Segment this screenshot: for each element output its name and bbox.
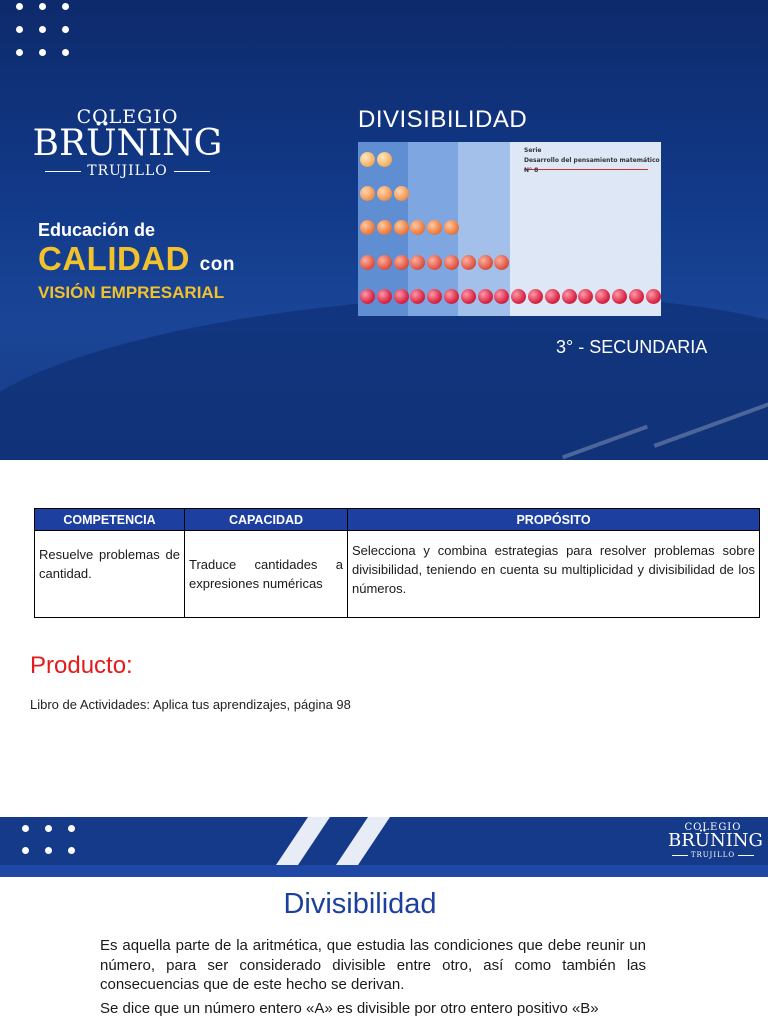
- cell-proposito: Selecciona y combina estrategias para resolver problemas sobre divisibilidad, teniendo en cuenta su multiplicidad y divisibilidad de los números.: [348, 531, 760, 618]
- grade-label: 3° - SECUNDARIA: [556, 337, 708, 357]
- body-paragraph-2: Se dice que un número entero «A» es divisible por otro entero positivo «B»: [100, 999, 599, 1017]
- bead: [528, 289, 543, 304]
- divisibilidad-body: [100, 936, 646, 1022]
- bead: [360, 289, 375, 304]
- chevron-arrows-icon: [268, 817, 408, 865]
- cell-capacidad: Traduce cantidades a expresiones numéricas: [185, 531, 348, 618]
- bead: [394, 289, 409, 304]
- product-heading: Producto:: [30, 652, 133, 679]
- divisibilidad-title: Divisibilidad: [283, 888, 437, 920]
- school-logo: [30, 106, 225, 179]
- bead: [646, 289, 661, 304]
- bead: [394, 220, 409, 235]
- bead: [394, 255, 409, 270]
- slogan-line-3: VISIÓN EMPRESARIAL: [38, 283, 225, 302]
- slogan-line-2: [38, 241, 235, 283]
- bead: [478, 255, 493, 270]
- header-proposito: PROPÓSITO: [348, 509, 760, 531]
- bead: [545, 289, 560, 304]
- body-paragraph-1: Es aquella parte de la aritmética, que estudia las condiciones que debe reunir un número, para ser considerado divisible entre otro, así como también las consecuencias que de este hecho se derivan.: [100, 937, 646, 993]
- slogan-con: con: [199, 254, 235, 275]
- logo-line-colegio: COLEGIO: [76, 106, 179, 128]
- decor-dots: [22, 825, 76, 854]
- bead-illustration: [358, 142, 661, 316]
- book-red-line: [524, 169, 648, 170]
- slide2-logo-trujillo: TRUJILLO: [690, 851, 736, 859]
- bead: [629, 289, 644, 304]
- slide2-logo-bruning: BRÜNING: [668, 830, 763, 851]
- bead: [377, 220, 392, 235]
- bead: [612, 289, 627, 304]
- slogan: [38, 220, 235, 303]
- cover-slide: [0, 0, 768, 460]
- cover-title: DIVISIBILIDAD: [358, 106, 528, 133]
- header-competencia: COMPETENCIA: [35, 509, 185, 531]
- bead: [377, 255, 392, 270]
- competency-table: [34, 508, 760, 618]
- decor-dots: [16, 3, 70, 56]
- book-number-label: N° 8: [524, 167, 539, 174]
- book-collection-label: Desarrollo del pensamiento matemático: [524, 157, 660, 164]
- cell-competencia: Resuelve problemas de cantidad.: [35, 531, 185, 618]
- bead: [360, 152, 375, 167]
- slogan-calidad: CALIDAD: [38, 240, 190, 277]
- bead: [377, 152, 392, 167]
- bead: [360, 186, 375, 201]
- logo-line-trujillo: TRUJILLO: [87, 163, 168, 179]
- table-row: [35, 531, 760, 618]
- logo-line-bruning: BRÜNING: [32, 123, 223, 164]
- bead: [377, 186, 392, 201]
- header-capacidad: CAPACIDAD: [185, 509, 348, 531]
- bead: [444, 220, 459, 235]
- bead: [444, 289, 459, 304]
- slogan-line-1: Educación de: [38, 220, 156, 240]
- book-series-label: Serie: [524, 147, 542, 154]
- product-text: Libro de Actividades: Aplica tus aprendizajes, página 98: [30, 697, 351, 712]
- bead: [461, 289, 476, 304]
- slide2-banner: [0, 817, 768, 865]
- bead: [360, 220, 375, 235]
- banner-underline: [0, 865, 768, 877]
- bead: [377, 289, 392, 304]
- slide2-logo-colegio: COLEGIO: [684, 822, 742, 833]
- bead: [461, 255, 476, 270]
- slide2-logo: [668, 822, 763, 859]
- bead: [444, 255, 459, 270]
- bead: [360, 255, 375, 270]
- bead: [562, 289, 577, 304]
- bead: [478, 289, 493, 304]
- bead: [394, 186, 409, 201]
